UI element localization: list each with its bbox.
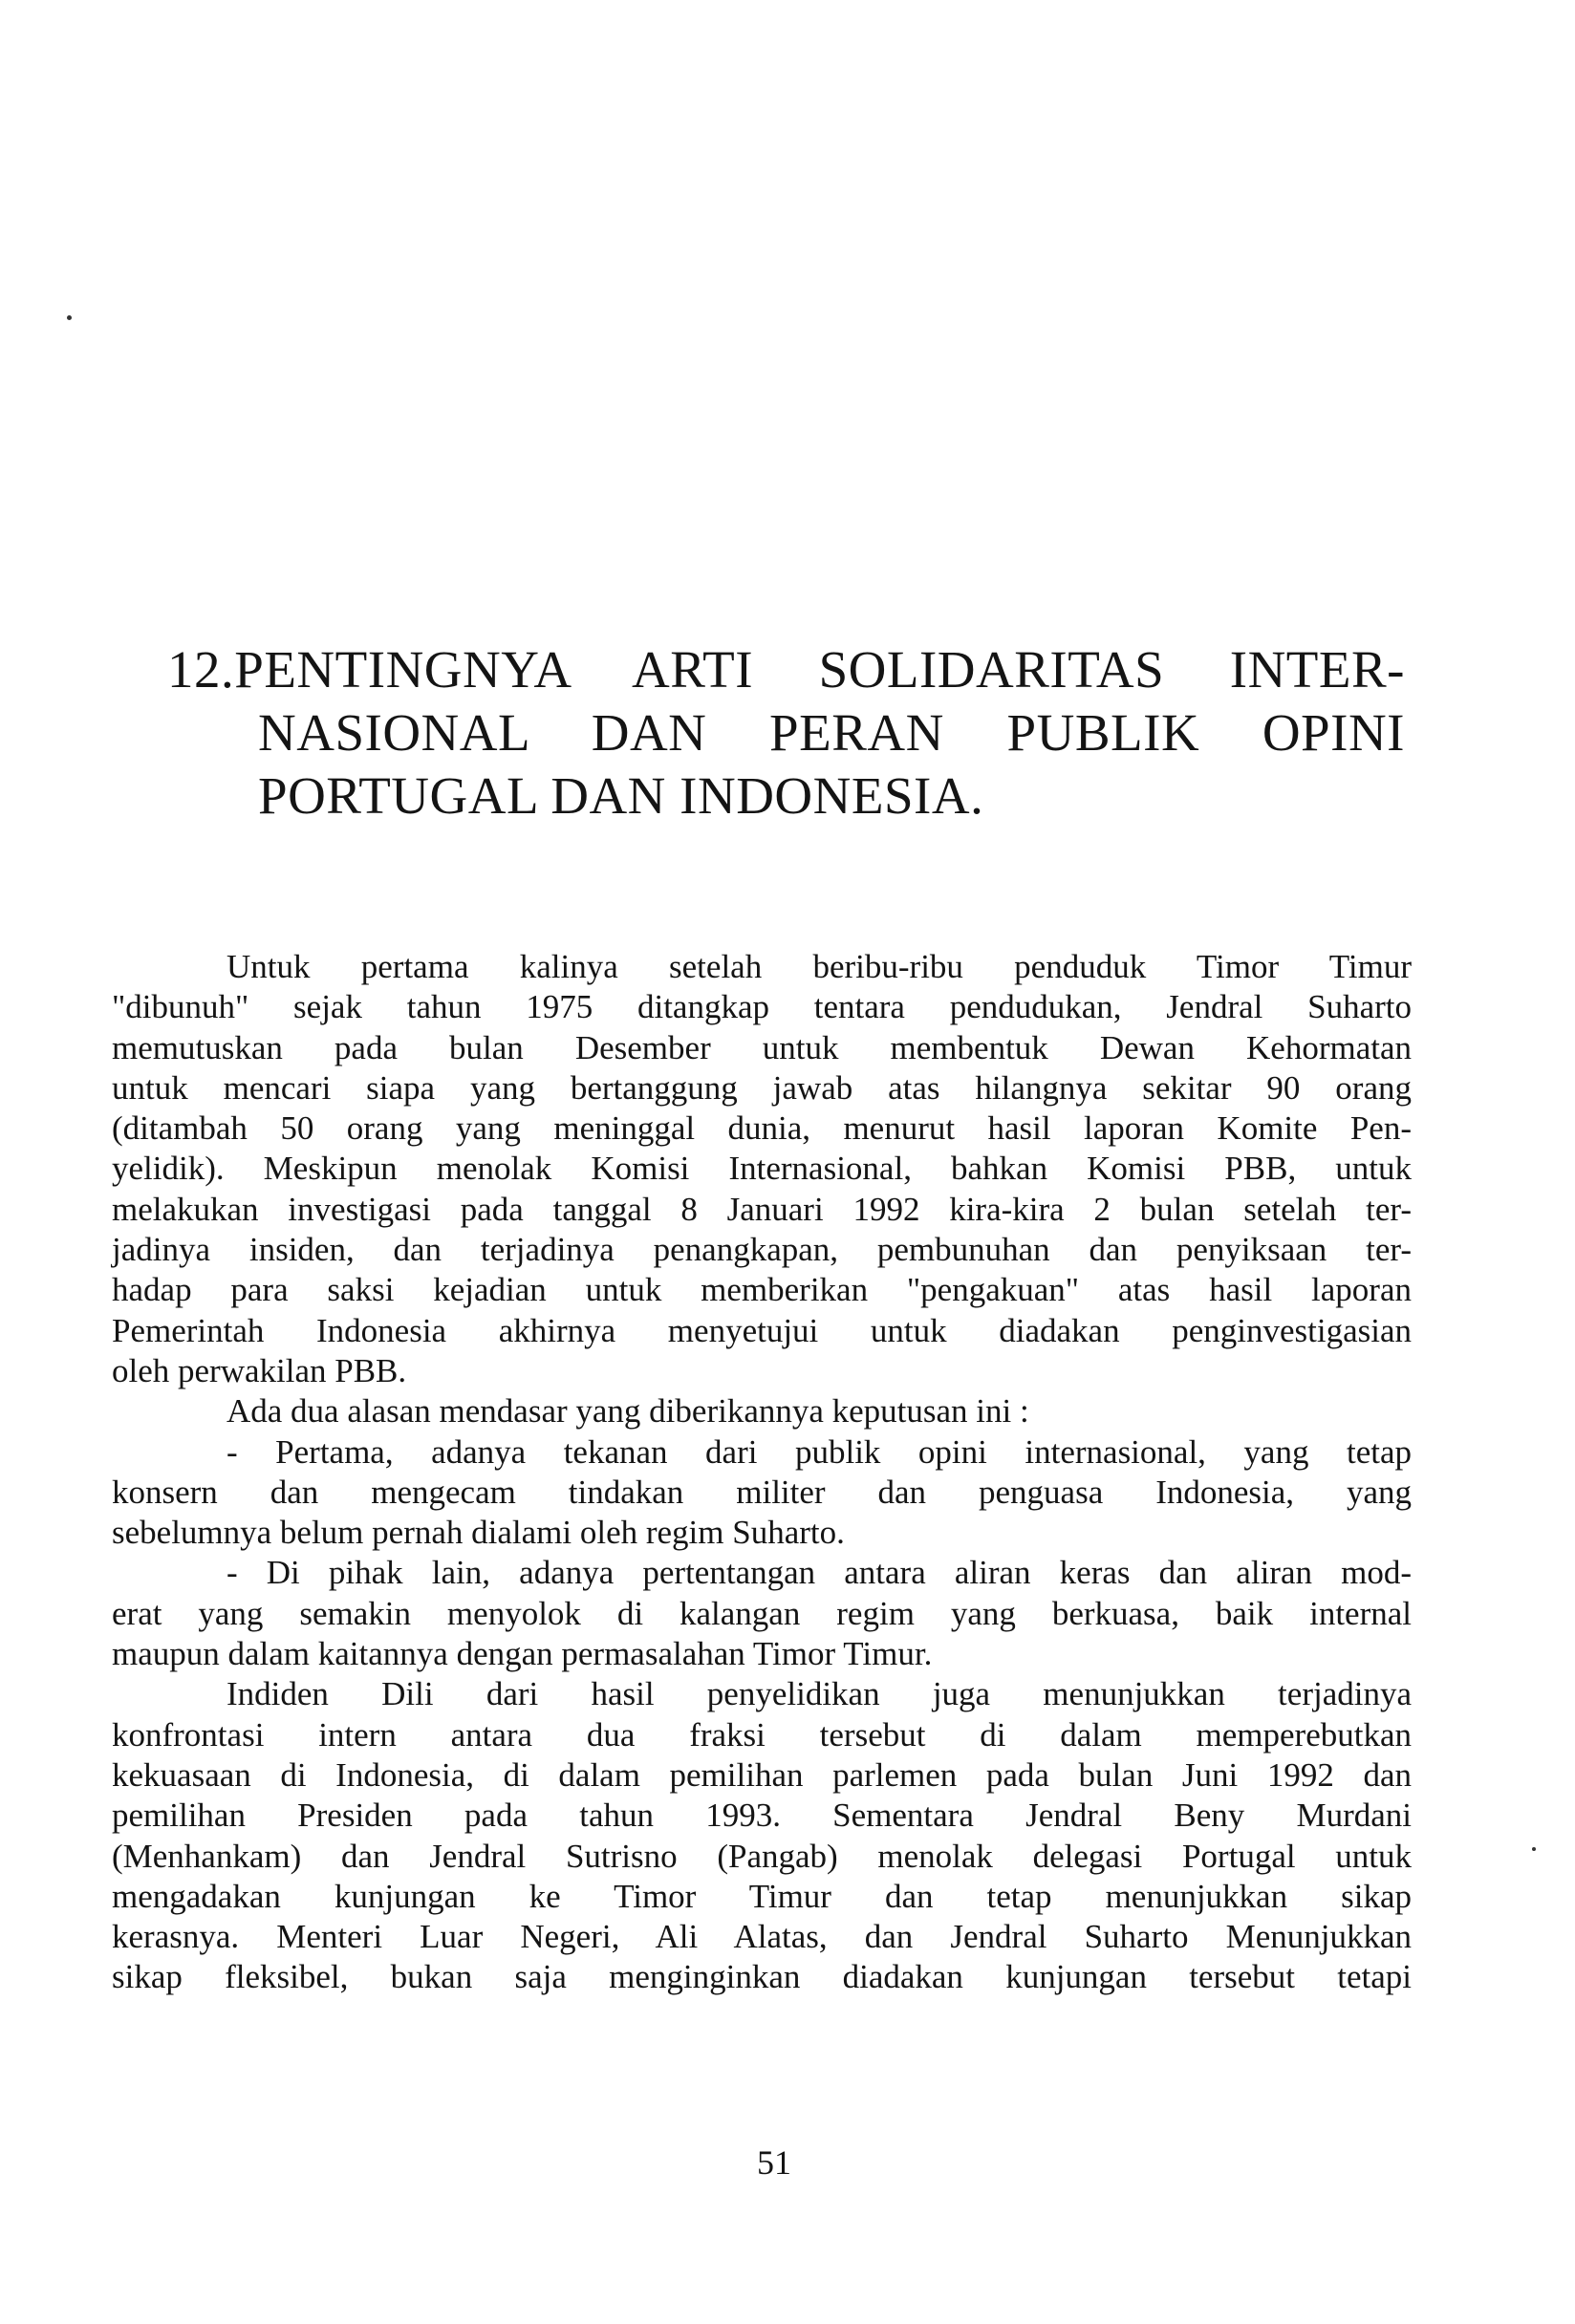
text-line: Indiden Dili dari hasil penyelidikan juga menunjukkan terjadinya: [227, 1675, 1412, 1713]
text-line: oleh perwakilan PBB.: [112, 1351, 407, 1389]
body-text: [112, 947, 1412, 1998]
text-line: konsern dan mengecam tindakan militer dan penguasa Indonesia, yang: [112, 1473, 1412, 1511]
text-line: hadap para saksi kejadian untuk memberikan "pengakuan" atas hasil laporan: [112, 1271, 1412, 1309]
text-line: untuk mencari siapa yang bertanggung jawab atas hilangnya sekitar 90 orang: [112, 1068, 1412, 1107]
text-line: (Menhankam) dan Jendral Sutrisno (Pangab) menolak delegasi Portugal untuk: [112, 1837, 1412, 1875]
text-line: - Di pihak lain, adanya pertentangan antara aliran keras dan aliran mod-: [227, 1554, 1412, 1592]
text-line: konfrontasi intern antara dua fraksi tersebut di dalam memperebutkan: [112, 1715, 1412, 1754]
text-line: "dibunuh" sejak tahun 1975 ditangkap tentara pendudukan, Jendral Suharto: [112, 988, 1412, 1026]
text-line: maupun dalam kaitannya dengan permasalahan Timor Timur.: [112, 1635, 933, 1673]
text-line: melakukan investigasi pada tanggal 8 Januari 1992 kira-kira 2 bulan setelah ter-: [112, 1190, 1412, 1228]
text-line: erat yang semakin menyolok di kalangan regim yang berkuasa, baik internal: [112, 1594, 1412, 1632]
heading-line: PORTUGAL DAN INDONESIA.: [258, 766, 984, 825]
scan-speck: [1532, 1847, 1536, 1851]
page-number: 51: [757, 2143, 791, 2182]
heading-line: NASIONAL DAN PERAN PUBLIK OPINI: [258, 703, 1405, 762]
text-line: pemilihan Presiden pada tahun 1993. Sementara Jendral Beny Murdani: [112, 1797, 1412, 1835]
text-line: memutuskan pada bulan Desember untuk membentuk Dewan Kehormatan: [112, 1028, 1412, 1066]
scan-speck: [67, 315, 72, 320]
text-line: Ada dua alasan mendasar yang diberikannya keputusan ini :: [227, 1392, 1029, 1431]
text-line: (ditambah 50 orang yang meninggal dunia, menurut hasil laporan Komite Pen-: [112, 1109, 1412, 1148]
text-line: kekuasaan di Indonesia, di dalam pemilihan parlemen pada bulan Juni 1992 dan: [112, 1755, 1412, 1794]
chapter-heading: [167, 638, 1405, 828]
text-line: Untuk pertama kalinya setelah beribu-ribu penduduk Timor Timur: [227, 948, 1412, 985]
text-line: sikap fleksibel, bukan saja menginginkan diadakan kunjungan tersebut tetapi: [112, 1958, 1412, 1996]
text-line: yelidik). Meskipun menolak Komisi Internasional, bahkan Komisi PBB, untuk: [112, 1150, 1412, 1188]
text-line: - Pertama, adanya tekanan dari publik opini internasional, yang tetap: [227, 1432, 1412, 1471]
text-line: Pemerintah Indonesia akhirnya menyetujui untuk diadakan penginvestigasian: [112, 1311, 1412, 1349]
text-line: jadinya insiden, dan terjadinya penangkapan, pembunuhan dan penyiksaan ter-: [112, 1231, 1412, 1269]
text-line: mengadakan kunjungan ke Timor Timur dan tetap menunjukkan sikap: [112, 1877, 1412, 1915]
text-line: sebelumnya belum pernah dialami oleh regim Suharto.: [112, 1514, 845, 1552]
text-line: kerasnya. Menteri Luar Negeri, Ali Alatas, dan Jendral Suharto Menunjukkan: [112, 1918, 1412, 1956]
heading-line: 12.PENTINGNYA ARTI SOLIDARITAS INTER-: [167, 640, 1405, 699]
